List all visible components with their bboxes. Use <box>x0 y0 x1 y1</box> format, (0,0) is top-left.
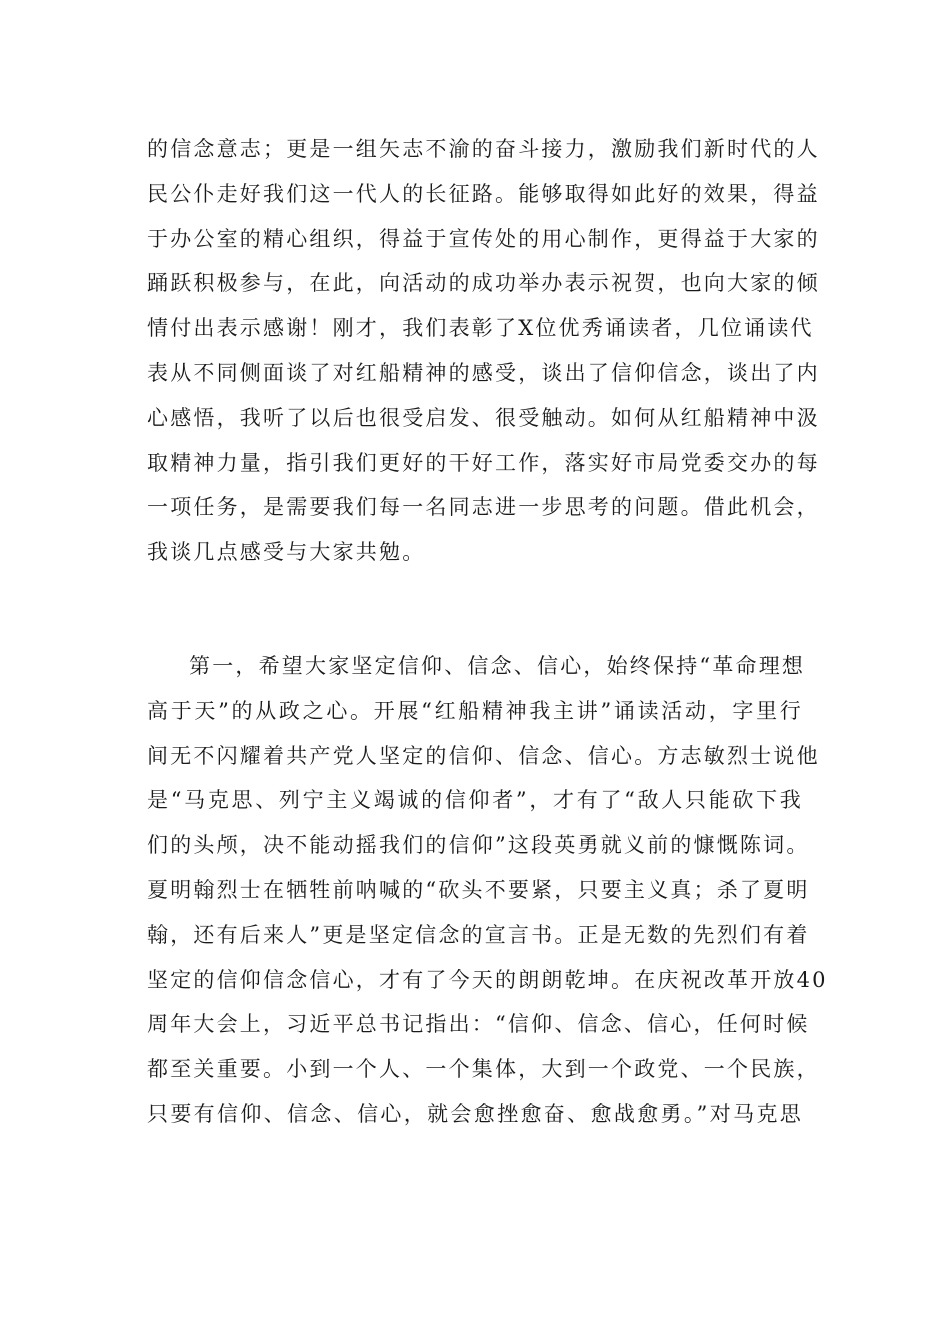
paragraph-line: 只要有信仰、信念、信心，就会愈挫愈奋、愈战愈勇。”对马克思 <box>147 1101 803 1126</box>
paragraph-line: 的信念意志；更是一组矢志不渝的奋斗接力，激励我们新时代的人 <box>147 137 820 161</box>
paragraph-line: 翰，还有后来人”更是坚定信念的宣言书。正是无数的先烈们有着 <box>147 922 810 947</box>
paragraph-line: 高于天”的从政之心。开展“红船精神我主讲”诵读活动，字里行 <box>147 698 803 723</box>
paragraph-line: 于办公室的精心组织，得益于宣传处的用心制作，更得益于大家的 <box>147 226 820 251</box>
paragraph-line: 周年大会上，习近平总书记指出：“信仰、信念、信心，任何时候 <box>147 1012 810 1037</box>
paragraph-line: 踊跃积极参与，在此，向活动的成功举办表示祝贺，也向大家的倾 <box>147 271 820 296</box>
paragraph-line: 表从不同侧面谈了对红船精神的感受，谈出了信仰信念，谈出了内 <box>147 360 820 385</box>
paragraph-line: 一项任务，是需要我们每一名同志进一步思考的问题。借此机会， <box>147 495 820 520</box>
paragraph-line: 夏明翰烈士在牺牲前呐喊的“砍头不要紧，只要主义真；杀了夏明 <box>147 877 810 902</box>
paragraph-line: 民公仆走好我们这一代人的长征路。能够取得如此好的效果，得益 <box>147 181 820 206</box>
paragraph-1 <box>147 127 820 575</box>
paragraph-line: 们的头颅，决不能动摇我们的信仰”这段英勇就义前的慷慨陈词。 <box>147 833 810 858</box>
paragraph-line: 坚定的信仰信念信心，才有了今天的朗朗乾坤。在庆祝改革开放40 <box>147 967 828 992</box>
paragraph-line: 都至关重要。小到一个人、一个集体，大到一个政党、一个民族， <box>147 1057 820 1082</box>
paragraph-line: 心感悟，我听了以后也很受启发、很受触动。如何从红船精神中汲 <box>147 405 820 430</box>
paragraph-line: 是“马克思、列宁主义竭诚的信仰者”，才有了“敌人只能砍下我 <box>147 788 803 813</box>
paragraph-line: 取精神力量，指引我们更好的干好工作，落实好市局党委交办的每 <box>147 450 820 475</box>
paragraph-2 <box>147 644 828 1137</box>
paragraph-line: 情付出表示感谢！刚才，我们表彰了X位优秀诵读者，几位诵读代 <box>147 316 814 341</box>
paragraph-line: 我谈几点感受与大家共勉。 <box>147 540 426 565</box>
paragraph-line: 第一，希望大家坚定信仰、信念、信心，始终保持“革命理想 <box>189 654 806 678</box>
paragraph-line: 间无不闪耀着共产党人坚定的信仰、信念、信心。方志敏烈士说他 <box>147 743 820 768</box>
